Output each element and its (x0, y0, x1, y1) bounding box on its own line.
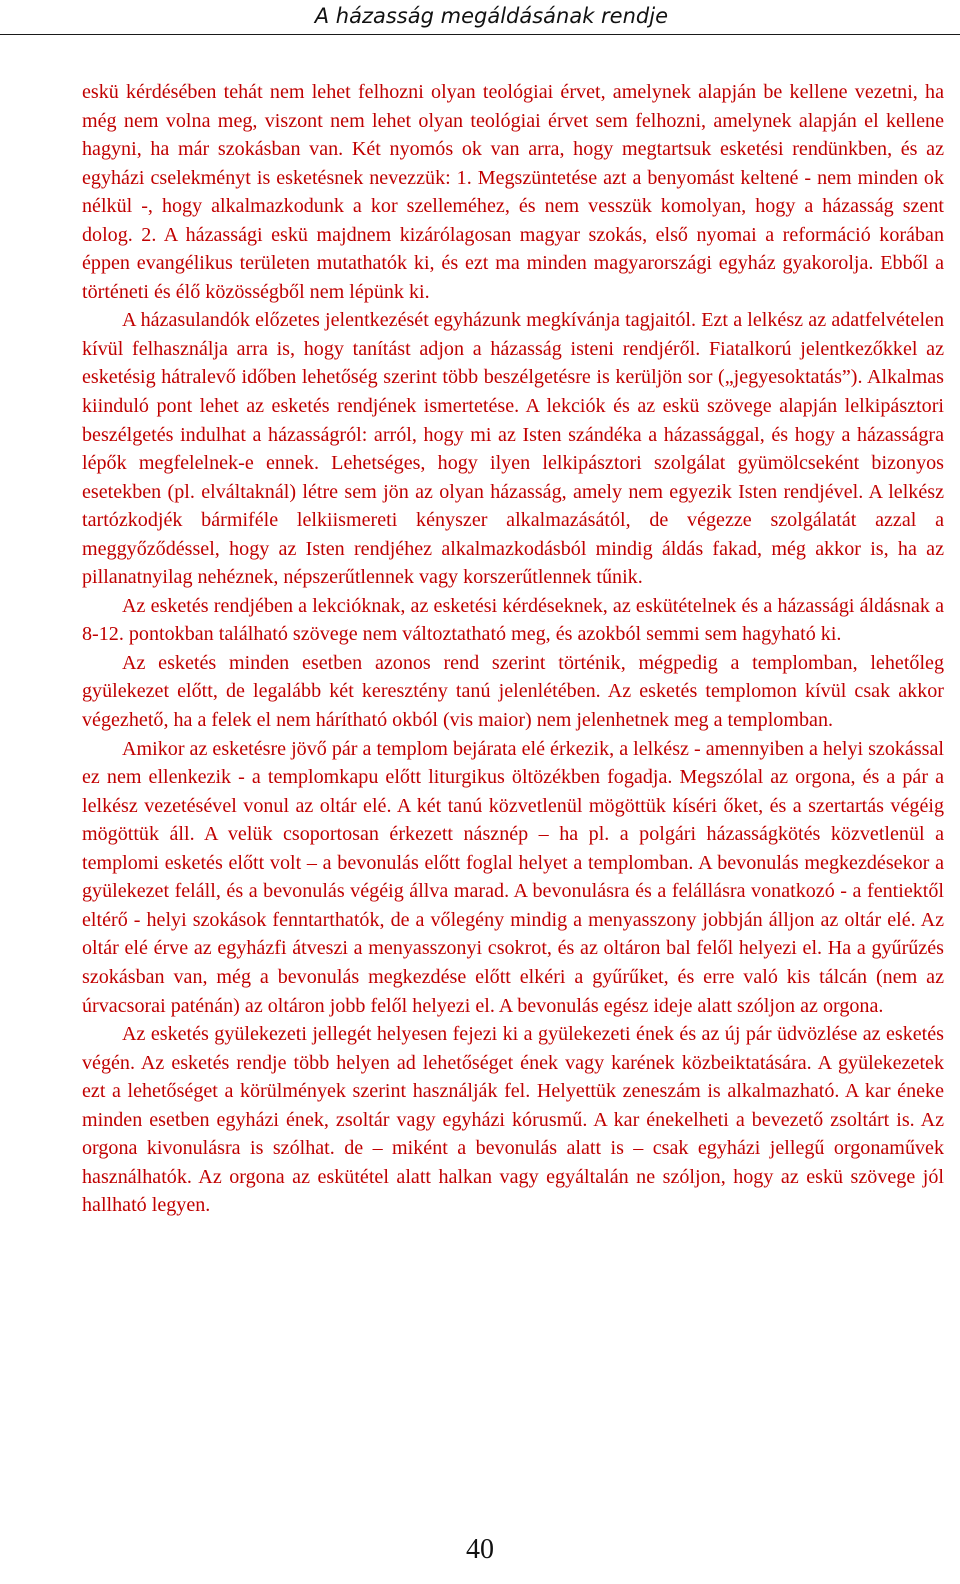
page-number: 40 (466, 1534, 494, 1565)
document-body (82, 78, 944, 1220)
page-header (0, 0, 960, 35)
paragraph: Az esketés rendjében a lekcióknak, az esketési kérdéseknek, az eskütételnek és a házassági áldásnak a 8-12. pontokban található szövege nem változtatható meg, és azokból semmi sem hagyható ki. (82, 594, 944, 646)
paragraph: Az esketés gyülekezeti jellegét helyesen fejezi ki a gyülekezeti ének és az új pár üdvözlése az esketés végén. Az esketés rendje több helyen ad lehetőséget ének vagy karének közbeiktatására. A gyülekezetek ezt a lehetőséget a körülmények szerint használják fel. Helyettük zeneszám is alkalmazható. A kar éneke minden esetben egyházi ének, zsoltár vagy egyházi kórusmű. A kar énekelheti a bevezető zsoltárt is. Az orgona kivonulásra is szólhat. de – miként a bevonulás alatt is – csak egyházi jellegű orgonaművek használhatók. Az orgona az eskütétel alatt halkan vagy egyáltalán ne szóljon, hogy az eskü szövege jól hallható legyen. (82, 1023, 944, 1217)
running-header-title: A házasság megáldásának rendje (314, 4, 668, 28)
paragraph-continuation: eskü kérdésében tehát nem lehet felhozni olyan teológiai érvet, amelynek alapján be kellene vezetni, ha még nem volna meg, viszont nem lehet olyan teológiai érvet sem felhozni, amelynek alapján el kellene hagyni, ha már szokásban van. Két nyomós ok van arra, hogy megtartsuk esketési rendünkben, és az egyházi cselekményt is esketésnek nevezzük: 1. Megszüntetése azt a benyomást keltené - nem minden ok nélkül -, hogy alkalmazkodunk a kor szelleméhez, és nem vesszük komolyan, hogy a házasság szent dolog. 2. A házassági eskü majdnem kizárólagosan magyar szokás, első nyomai a reformáció korában éppen evangélikus területen mutathatók ki, és ezt ma minden magyarországi egyház gyakorolja. Ebből a történeti és élő közösségből nem lépünk ki. (82, 81, 944, 303)
paragraph: Az esketés minden esetben azonos rend szerint történik, mégpedig a templomban, lehetőleg gyülekezet előtt, de legalább két keresztény tanú jelenlétében. Az esketés templomon kívül csak akkor végezhető, ha a felek el nem hárítható okból (vis maior) nem jelenhetnek meg a templomban. (82, 651, 944, 732)
paragraph: A házasulandók előzetes jelentkezését egyházunk megkívánja tagjaitól. Ezt a lelkész az adatfelvételen kívül felhasználja arra is, hogy tanítást adjon a házasság isteni rendjéről. Fiatalkorú jelentkezőkkel az esketésig hátralevő időben lehetőség szerint több beszélgetésre is kerüljön sor („jegyesoktatás”). Alkalmas kiinduló pont lehet az esketés rendjének ismertetése. A lekciók és az eskü szövege alapján lelkipásztori beszélgetés indulhat a házasságról: arról, hogy mi az Isten szándéka a házassággal, és hogy a házasságra lépők megfelelnek-e ennek. Lehetséges, hogy ilyen lelkipásztori szolgálat gyümölcseként bizonyos esetekben (pl. elváltaknál) létre sem jön az olyan házasság, amely nem egyezik Isten rendjével. A lelkész tartózkodjék bármiféle lelkiismereti kényszer alkalmazásától, de végezze szolgálatát azzal a meggyőződéssel, hogy az Isten rendjéhez alkalmazkodásból mindig áldás fakad, még akkor is, ha az pillanatnyilag nehéznek, népszerűtlennek vagy korszerűtlennek tűnik. (82, 309, 944, 589)
paragraph: Amikor az esketésre jövő pár a templom bejárata elé érkezik, a lelkész - amennyiben a helyi szokással ez nem ellenkezik - a templomkapu előtt liturgikus öltözékben fogadja. Megszólal az orgona, és a pár a lelkész vezetésével vonul az oltár elé. A két tanú közvetlenül mögöttük kíséri őket, és a szertartás végéig mögöttük áll. A velük csoportosan érkezett násznép – ha pl. a polgári házasságkötés közvetlenül a templomi esketés előtt volt – a bevonulás előtt foglal helyet a templomban. A bevonulás megkezdésekor a gyülekezet feláll, és a bevonulás végéig állva marad. A bevonulásra és a felállásra vonatkozó - a fentiektől eltérő - helyi szokások fenntarthatók, de a vőlegény mindig a menyasszony jobbján álljon az oltár elé. Az oltár elé érve az egyházfi átveszi a menyasszonyi csokrot, és az oltáron bal felől helyezi el. Ha a gyűrűzés szokásban van, még a bevonulás megkezdése előtt elkéri a gyűrűket, és erre való kis tálcán (nem az úrvacsorai paténán) az oltáron jobb felől helyezi el. A bevonulás egész ideje alatt szóljon az orgona. (82, 737, 944, 1017)
